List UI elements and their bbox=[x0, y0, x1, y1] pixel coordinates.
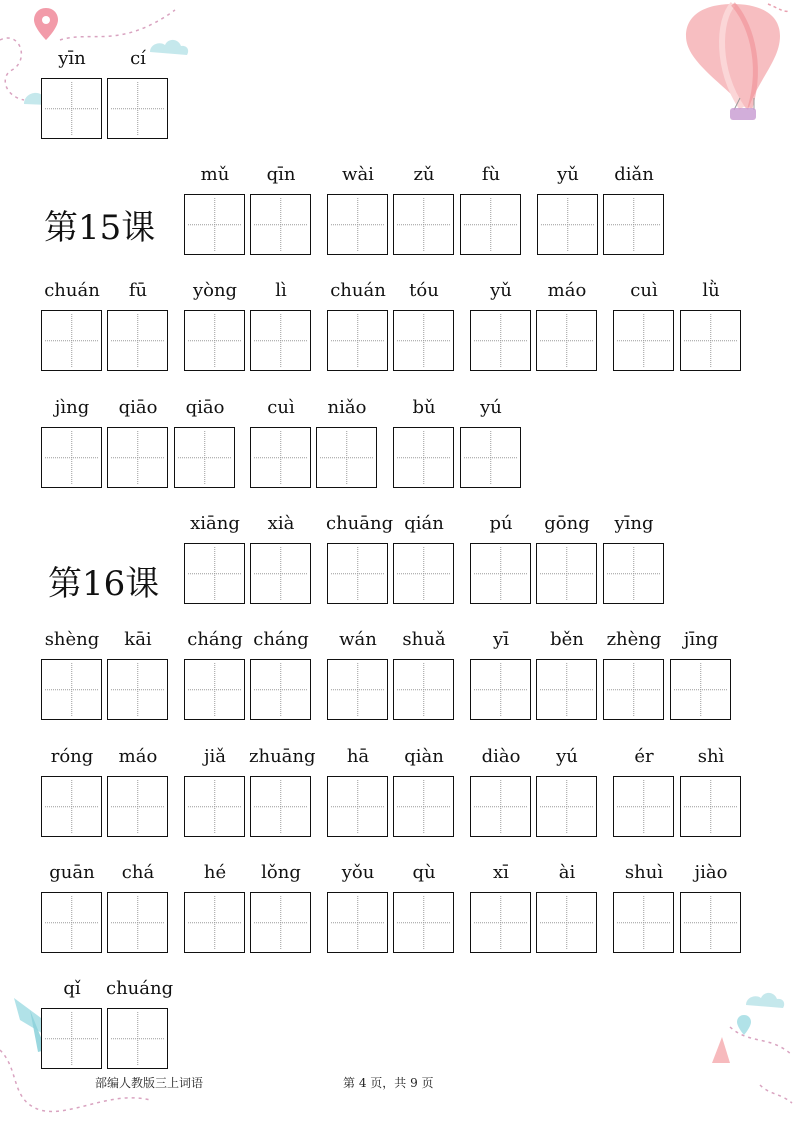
writing-grid-box[interactable] bbox=[393, 892, 454, 953]
pinyin-label: fū bbox=[128, 280, 148, 301]
writing-grid-box[interactable] bbox=[184, 659, 245, 720]
writing-grid-box[interactable] bbox=[613, 310, 674, 371]
lesson-15-title: 第15课 bbox=[44, 208, 156, 248]
writing-grid-box[interactable] bbox=[41, 1008, 102, 1069]
pinyin-label: diào bbox=[481, 746, 521, 767]
writing-grid-box[interactable] bbox=[250, 892, 311, 953]
writing-grid-box[interactable] bbox=[680, 310, 741, 371]
pinyin-label: tóu bbox=[409, 280, 439, 301]
writing-grid-box[interactable] bbox=[470, 659, 531, 720]
pinyin-label: cuì bbox=[630, 280, 658, 301]
pinyin-label: guān bbox=[49, 862, 95, 883]
writing-grid-box[interactable] bbox=[184, 776, 245, 837]
pinyin-label: máo bbox=[118, 746, 158, 767]
writing-grid-box[interactable] bbox=[327, 194, 388, 255]
writing-grid-box[interactable] bbox=[41, 78, 102, 139]
writing-grid-box[interactable] bbox=[536, 543, 597, 604]
pinyin-label: kāi bbox=[124, 629, 152, 650]
pinyin-label: xiāng bbox=[190, 513, 240, 534]
writing-grid-box[interactable] bbox=[393, 776, 454, 837]
pinyin-label: hé bbox=[203, 862, 227, 883]
writing-grid-box[interactable] bbox=[184, 310, 245, 371]
writing-grid-box[interactable] bbox=[107, 892, 168, 953]
pinyin-label: jìng bbox=[54, 397, 90, 418]
pinyin-label: qīn bbox=[266, 164, 296, 185]
pinyin-label: zhuāng bbox=[249, 746, 316, 767]
writing-grid-box[interactable] bbox=[107, 659, 168, 720]
writing-grid-box[interactable] bbox=[184, 194, 245, 255]
writing-grid-box[interactable] bbox=[603, 194, 664, 255]
writing-grid-box[interactable] bbox=[41, 659, 102, 720]
pinyin-label: chuán bbox=[44, 280, 100, 301]
pinyin-label: chá bbox=[121, 862, 155, 883]
pinyin-label: shì bbox=[697, 746, 725, 767]
sailboat-and-cloud-illustration bbox=[700, 985, 793, 1122]
writing-grid-box[interactable] bbox=[536, 659, 597, 720]
hot-air-balloon-illustration bbox=[678, 0, 793, 130]
pinyin-label: hā bbox=[346, 746, 370, 767]
writing-grid-box[interactable] bbox=[460, 194, 521, 255]
pinyin-label: xià bbox=[267, 513, 295, 534]
writing-grid-box[interactable] bbox=[250, 659, 311, 720]
pinyin-label: qiàn bbox=[404, 746, 444, 767]
pinyin-label: yǒu bbox=[341, 862, 375, 883]
writing-grid-box[interactable] bbox=[393, 194, 454, 255]
pinyin-label: cuì bbox=[267, 397, 295, 418]
writing-grid-box[interactable] bbox=[174, 427, 235, 488]
pinyin-label: jiǎ bbox=[203, 746, 227, 767]
writing-grid-box[interactable] bbox=[184, 543, 245, 604]
writing-grid-box[interactable] bbox=[250, 194, 311, 255]
pinyin-label: běn bbox=[550, 629, 584, 650]
writing-grid-box[interactable] bbox=[393, 427, 454, 488]
writing-grid-box[interactable] bbox=[536, 892, 597, 953]
pinyin-label: qù bbox=[412, 862, 436, 883]
writing-grid-box[interactable] bbox=[41, 310, 102, 371]
pinyin-label: cháng bbox=[187, 629, 243, 650]
writing-grid-box[interactable] bbox=[41, 892, 102, 953]
pinyin-label: yǔ bbox=[557, 164, 579, 185]
writing-grid-box[interactable] bbox=[680, 892, 741, 953]
writing-grid-box[interactable] bbox=[327, 776, 388, 837]
pinyin-label: diǎn bbox=[614, 164, 654, 185]
pinyin-label: xī bbox=[493, 862, 509, 883]
pinyin-label: niǎo bbox=[327, 397, 367, 418]
pinyin-label: cí bbox=[130, 48, 146, 69]
writing-grid-box[interactable] bbox=[184, 892, 245, 953]
writing-grid-box[interactable] bbox=[327, 659, 388, 720]
pinyin-label: yǔ bbox=[490, 280, 512, 301]
pinyin-label: yú bbox=[480, 397, 502, 418]
writing-grid-box[interactable] bbox=[680, 776, 741, 837]
pinyin-label: zǔ bbox=[413, 164, 435, 185]
pinyin-label: jiào bbox=[694, 862, 728, 883]
footer-page-number: 第 4 页，共 9 页 bbox=[343, 1076, 434, 1090]
writing-grid-box[interactable] bbox=[250, 543, 311, 604]
pinyin-label: yī bbox=[493, 629, 509, 650]
pinyin-label: lì bbox=[275, 280, 287, 301]
pinyin-label: shuì bbox=[624, 862, 664, 883]
writing-grid-box[interactable] bbox=[250, 310, 311, 371]
pinyin-label: chuáng bbox=[106, 978, 174, 999]
pinyin-label: pú bbox=[489, 513, 513, 534]
writing-grid-box[interactable] bbox=[470, 776, 531, 837]
pinyin-label: lǜ bbox=[702, 280, 720, 301]
writing-grid-box[interactable] bbox=[460, 427, 521, 488]
pinyin-label: chuán bbox=[330, 280, 386, 301]
pinyin-label: róng bbox=[50, 746, 94, 767]
pinyin-label: ér bbox=[634, 746, 654, 767]
pinyin-label: yú bbox=[556, 746, 578, 767]
pinyin-label: wài bbox=[342, 164, 374, 185]
writing-grid-box[interactable] bbox=[536, 776, 597, 837]
writing-grid-box[interactable] bbox=[613, 776, 674, 837]
pinyin-label: gōng bbox=[544, 513, 590, 534]
writing-grid-box[interactable] bbox=[670, 659, 731, 720]
writing-grid-box[interactable] bbox=[537, 194, 598, 255]
writing-grid-box[interactable] bbox=[316, 427, 377, 488]
writing-grid-box[interactable] bbox=[250, 776, 311, 837]
pinyin-label: qiāo bbox=[185, 397, 225, 418]
pinyin-label: wán bbox=[339, 629, 377, 650]
writing-grid-box[interactable] bbox=[41, 776, 102, 837]
writing-grid-box[interactable] bbox=[107, 1008, 168, 1069]
pinyin-label: ài bbox=[558, 862, 576, 883]
writing-grid-box[interactable] bbox=[107, 310, 168, 371]
pinyin-label: yòng bbox=[192, 280, 238, 301]
writing-grid-box[interactable] bbox=[327, 543, 388, 604]
pinyin-label: qián bbox=[404, 513, 444, 534]
writing-grid-box[interactable] bbox=[536, 310, 597, 371]
pinyin-label: jīng bbox=[683, 629, 719, 650]
writing-grid-box[interactable] bbox=[393, 310, 454, 371]
writing-grid-box[interactable] bbox=[470, 543, 531, 604]
pinyin-label: shuǎ bbox=[402, 629, 446, 650]
writing-grid-box[interactable] bbox=[393, 659, 454, 720]
writing-grid-box[interactable] bbox=[603, 659, 664, 720]
writing-grid-box[interactable] bbox=[603, 543, 664, 604]
pinyin-label: cháng bbox=[253, 629, 309, 650]
writing-grid-box[interactable] bbox=[327, 892, 388, 953]
pinyin-label: chuāng bbox=[326, 513, 394, 534]
writing-grid-box[interactable] bbox=[107, 776, 168, 837]
footer-book-title: 部编人教版三上词语 bbox=[95, 1076, 204, 1090]
pinyin-label: yīng bbox=[614, 513, 654, 534]
pinyin-label: máo bbox=[547, 280, 587, 301]
pinyin-label: zhèng bbox=[606, 629, 662, 650]
writing-grid-box[interactable] bbox=[250, 427, 311, 488]
writing-grid-box[interactable] bbox=[393, 543, 454, 604]
pinyin-label: mǔ bbox=[200, 164, 230, 185]
writing-grid-box[interactable] bbox=[470, 310, 531, 371]
pinyin-label: shèng bbox=[44, 629, 100, 650]
writing-grid-box[interactable] bbox=[470, 892, 531, 953]
writing-grid-box[interactable] bbox=[107, 78, 168, 139]
pinyin-label: bǔ bbox=[412, 397, 436, 418]
pinyin-label: qiāo bbox=[118, 397, 158, 418]
lesson-16-title: 第16课 bbox=[48, 564, 160, 604]
pinyin-label: qǐ bbox=[63, 978, 81, 999]
writing-grid-box[interactable] bbox=[613, 892, 674, 953]
writing-grid-box[interactable] bbox=[107, 427, 168, 488]
pinyin-label: lǒng bbox=[261, 862, 301, 883]
writing-grid-box[interactable] bbox=[41, 427, 102, 488]
pinyin-label: yīn bbox=[58, 48, 86, 69]
writing-grid-box[interactable] bbox=[327, 310, 388, 371]
pinyin-label: fù bbox=[481, 164, 501, 185]
